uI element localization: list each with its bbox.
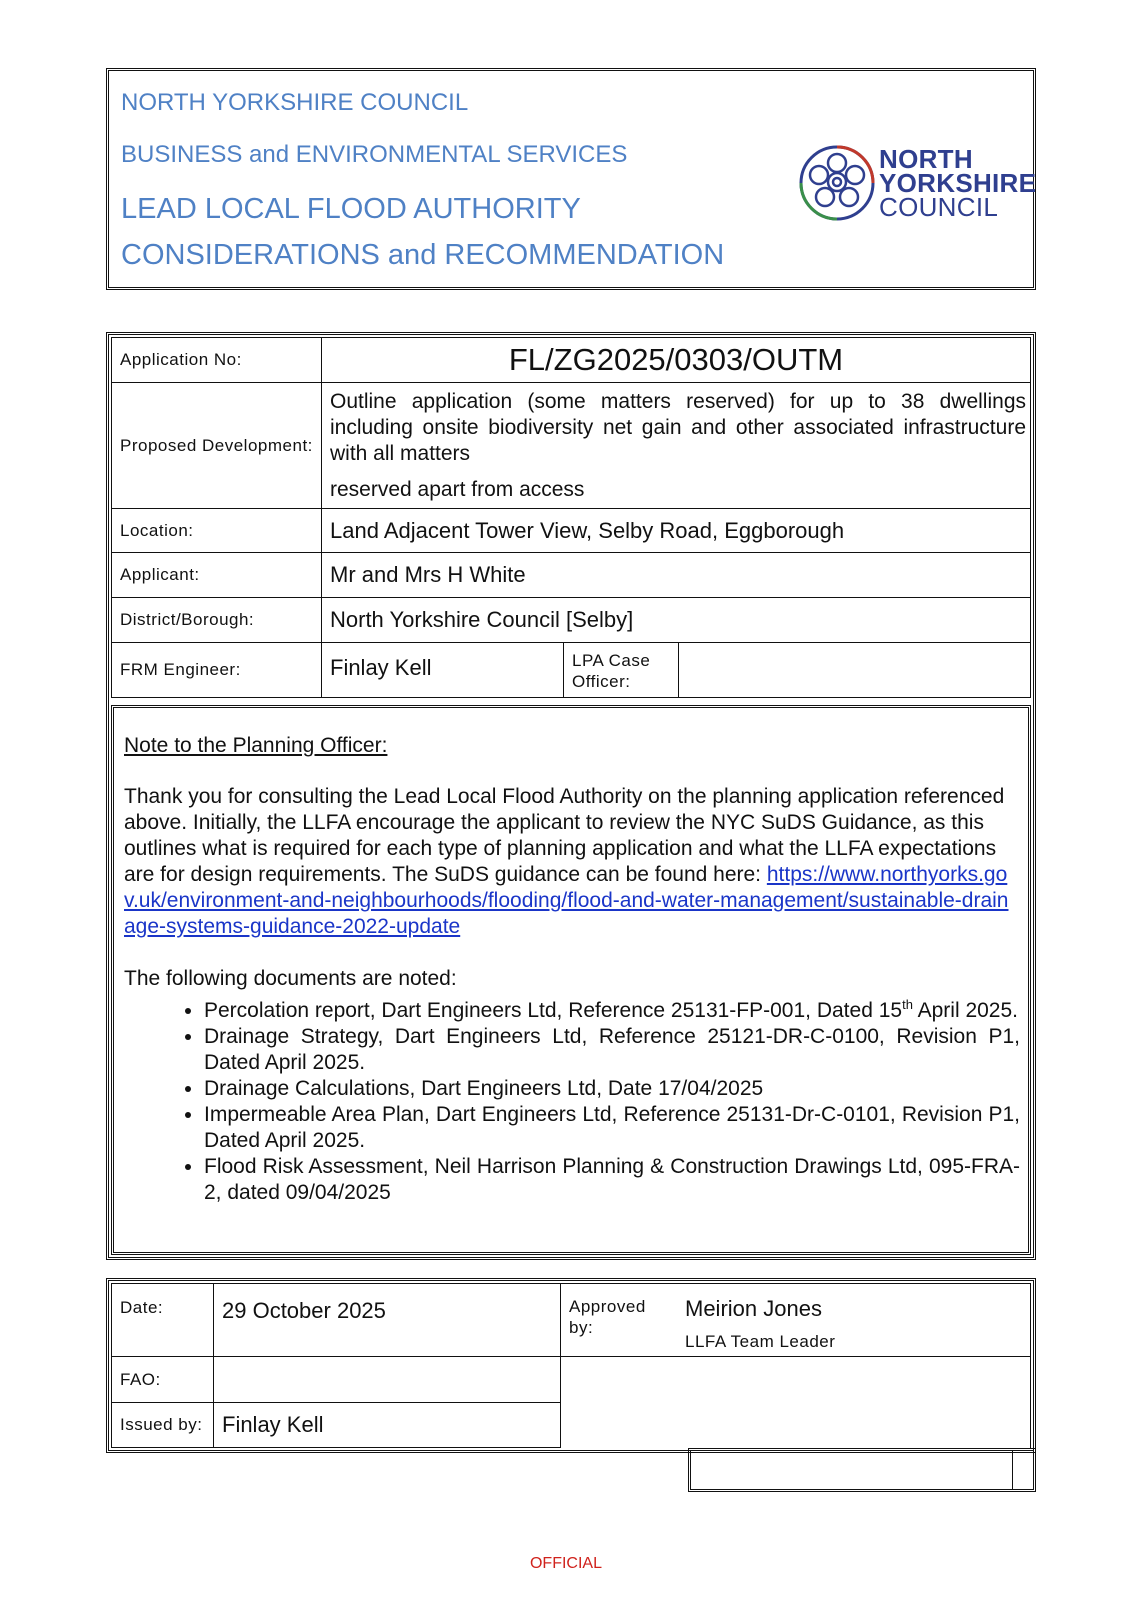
list-item: • Impermeable Area Plan, Dart Engineers Ltd, Reference 25131-Dr-C-0101, Revision P1, Dated April 2025.	[204, 1102, 1020, 1154]
row-application-no	[112, 338, 1031, 383]
location-value: Land Adjacent Tower View, Selby Road, Eggborough	[322, 509, 1031, 553]
application-details-table	[111, 337, 1031, 698]
proposed-development-text	[322, 383, 1031, 509]
department-name: BUSINESS and ENVIRONMENTAL SERVICES	[121, 141, 628, 168]
row-proposed-development	[112, 383, 1031, 509]
header-box	[106, 68, 1036, 290]
approved-by-cell	[677, 1284, 1031, 1357]
list-item	[204, 992, 1020, 1024]
doc1-superscript: th	[902, 997, 913, 1012]
frm-engineer-label: FRM Engineer:	[112, 643, 322, 698]
official-marking: OFFICIAL	[529, 1555, 602, 1572]
suds-guidance-link[interactable]: https://www.northyorks.gov.uk/environment-and-neighbourhoods/flooding/flood-and-water-management/sustainable-drainage-systems-guidance-2022-update	[124, 863, 1009, 938]
row-date	[112, 1284, 1031, 1357]
district-label: District/Borough:	[112, 598, 322, 643]
footer-box	[106, 1278, 1036, 1453]
row-district	[112, 598, 1031, 643]
date-label: Date:	[112, 1284, 214, 1357]
document-title-line1: LEAD LOCAL FLOOD AUTHORITY	[121, 193, 581, 225]
row-applicant	[112, 553, 1031, 598]
doc1-text: Percolation report, Dart Engineers Ltd, Reference 25131-FP-001, Dated 15	[204, 999, 903, 1022]
logo-line3: COUNCIL	[879, 192, 999, 222]
proposed-development-desc: Outline application (some matters reserved) for up to 38 dwellings including onsite biodiversity net gain and other associated infrastructure with all matters	[330, 389, 1026, 465]
document-title-line2: CONSIDERATIONS and RECOMMENDATION	[121, 239, 725, 271]
logo-line1: NORTH	[879, 144, 973, 174]
location-label: Location:	[112, 509, 322, 553]
district-value: North Yorkshire Council [Selby]	[322, 598, 1031, 643]
row-fao	[112, 1357, 1031, 1402]
frm-engineer-value: Finlay Kell	[322, 643, 564, 698]
list-item: • Drainage Strategy, Dart Engineers Ltd, Reference 25121-DR-C-0100, Revision P1, Dated April 2025.	[204, 1024, 1020, 1076]
lpa-case-officer-label: LPA Case Officer:	[564, 643, 679, 698]
approved-by-role: LLFA Team Leader	[685, 1332, 836, 1351]
footer-table	[111, 1283, 1031, 1448]
note-box	[111, 705, 1031, 1255]
lpa-case-officer-value	[679, 643, 1031, 698]
council-name: NORTH YORKSHIRE COUNCIL	[121, 89, 469, 116]
note-content	[124, 734, 1020, 1206]
blank-cell	[561, 1357, 1031, 1448]
trailing-box	[688, 1448, 1036, 1492]
application-number: FL/ZG2025/0303/OUTM	[322, 338, 1031, 383]
list-item: • Flood Risk Assessment, Neil Harrison Planning & Construction Drawings Ltd, 095-FRA-2, dated 09/04/2025	[204, 1154, 1020, 1206]
approved-by-name: Meirion Jones	[685, 1296, 822, 1321]
rose-emblem-icon	[797, 141, 877, 225]
issued-by-label: Issued by:	[112, 1402, 214, 1447]
doc1-text-end: April 2025.	[912, 999, 1018, 1022]
documents-intro: The following documents are noted:	[124, 967, 457, 990]
applicant-value: Mr and Mrs H White	[322, 553, 1031, 598]
note-paragraph	[124, 784, 1020, 940]
proposed-development-label: Proposed Development:	[112, 383, 322, 509]
council-logo	[797, 141, 1037, 225]
logo-wordmark	[879, 144, 1037, 222]
proposed-development-desc-cont: reserved apart from access	[330, 477, 585, 501]
application-box	[106, 332, 1036, 1260]
trailing-box-divider	[691, 1451, 1013, 1489]
application-no-label: Application No:	[112, 338, 322, 383]
fao-label: FAO:	[112, 1357, 214, 1402]
note-paragraph-text: Thank you for consulting the Lead Local Flood Authority on the planning application referenced above. Initially, the LLFA encourage the applicant to review the NYC SuDS Guidance, as this outlines what is required for each type of planning application and what the LLFA expectations are for design requirements. The SuDS guidance can be found here:	[124, 785, 1005, 886]
date-value: 29 October 2025	[214, 1284, 561, 1357]
note-title: Note to the Planning Officer:	[124, 734, 388, 757]
issued-by-value: Finlay Kell	[214, 1402, 561, 1447]
applicant-label: Applicant:	[112, 553, 322, 598]
list-item: • Drainage Calculations, Dart Engineers Ltd, Date 17/04/2025	[204, 1076, 1020, 1102]
row-frm-engineer	[112, 643, 1031, 698]
documents-list	[124, 992, 1020, 1206]
fao-value	[214, 1357, 561, 1402]
approved-by-label: Approved by:	[561, 1284, 678, 1357]
logo-line2: YORKSHIRE	[879, 168, 1037, 198]
row-location	[112, 509, 1031, 553]
